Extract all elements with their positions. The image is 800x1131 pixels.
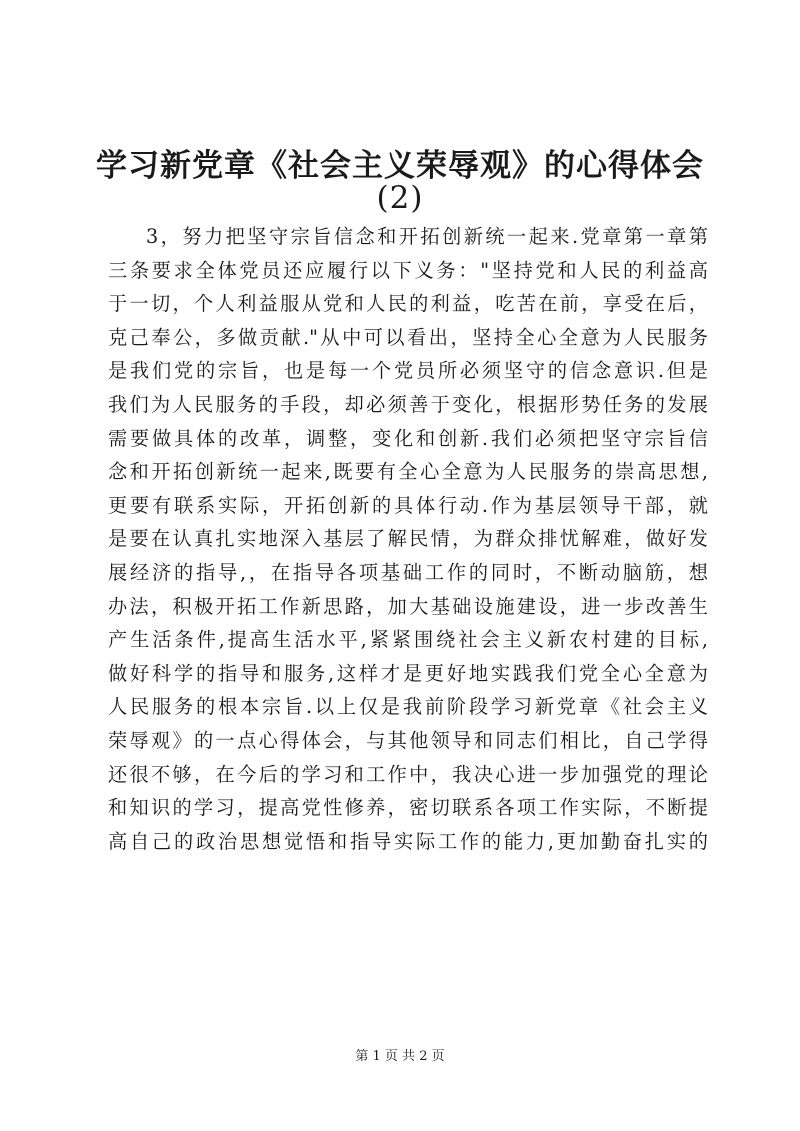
document-title-suffix: (2) xyxy=(376,180,424,216)
text-line: 念和开拓创新统一起来,既要有全心全意为人民服务的崇高思想, xyxy=(108,460,708,484)
page-number-footer: 第 1 页 共 2 页 xyxy=(355,1049,445,1064)
text-line: 荣辱观》的一点心得体会，与其他领导和同志们相比，自己学得 xyxy=(108,728,708,752)
text-line: 展经济的指导,，在指导各项基础工作的同时，不断动脑筋，想 xyxy=(108,560,708,584)
text-line: 三条要求全体党员还应履行以下义务："坚持党和人民的利益高 xyxy=(108,258,708,282)
text-line: 更要有联系实际，开拓创新的具体行动.作为基层领导干部，就 xyxy=(108,493,708,517)
text-line: 我们为人民服务的手段，却必须善于变化，根据形势任务的发展 xyxy=(108,392,708,416)
text-line: 办法，积极开拓工作新思路，加大基础设施建设，进一步改善生 xyxy=(108,594,708,618)
text-line: 高自己的政治思想觉悟和指导实际工作的能力,更加勤奋扎实的 xyxy=(108,829,708,853)
text-line: 还很不够，在今后的学习和工作中，我决心进一步加强党的理论 xyxy=(108,762,708,786)
body-paragraph xyxy=(108,220,708,858)
text-line: 和知识的学习，提高党性修养，密切联系各项工作实际，不断提 xyxy=(108,796,708,820)
text-line: 是我们党的宗旨，也是每一个党员所必须坚守的信念意识.但是 xyxy=(108,359,708,383)
text-line: 是要在认真扎实地深入基层了解民情，为群众排忧解难，做好发 xyxy=(108,527,708,551)
document-title: 学习新党章《社会主义荣辱观》的心得体会 xyxy=(96,148,704,184)
text-line: 于一切，个人利益服从党和人民的利益，吃苦在前，享受在后， xyxy=(108,292,708,316)
text-line: 产生活条件,提高生活水平,紧紧围绕社会主义新农村建的目标, xyxy=(108,628,708,652)
text-line: 人民服务的根本宗旨.以上仅是我前阶段学习新党章《社会主义 xyxy=(108,695,708,719)
text-line: 需要做具体的改革，调整，变化和创新.我们必须把坚守宗旨信 xyxy=(108,426,708,450)
text-line: 克己奉公，多做贡献."从中可以看出，坚持全心全意为人民服务 xyxy=(108,325,708,349)
text-line: 3，努力把坚守宗旨信念和开拓创新统一起来.党章第一章第 xyxy=(146,225,708,248)
text-line: 做好科学的指导和服务,这样才是更好地实践我们党全心全意为 xyxy=(108,661,708,685)
